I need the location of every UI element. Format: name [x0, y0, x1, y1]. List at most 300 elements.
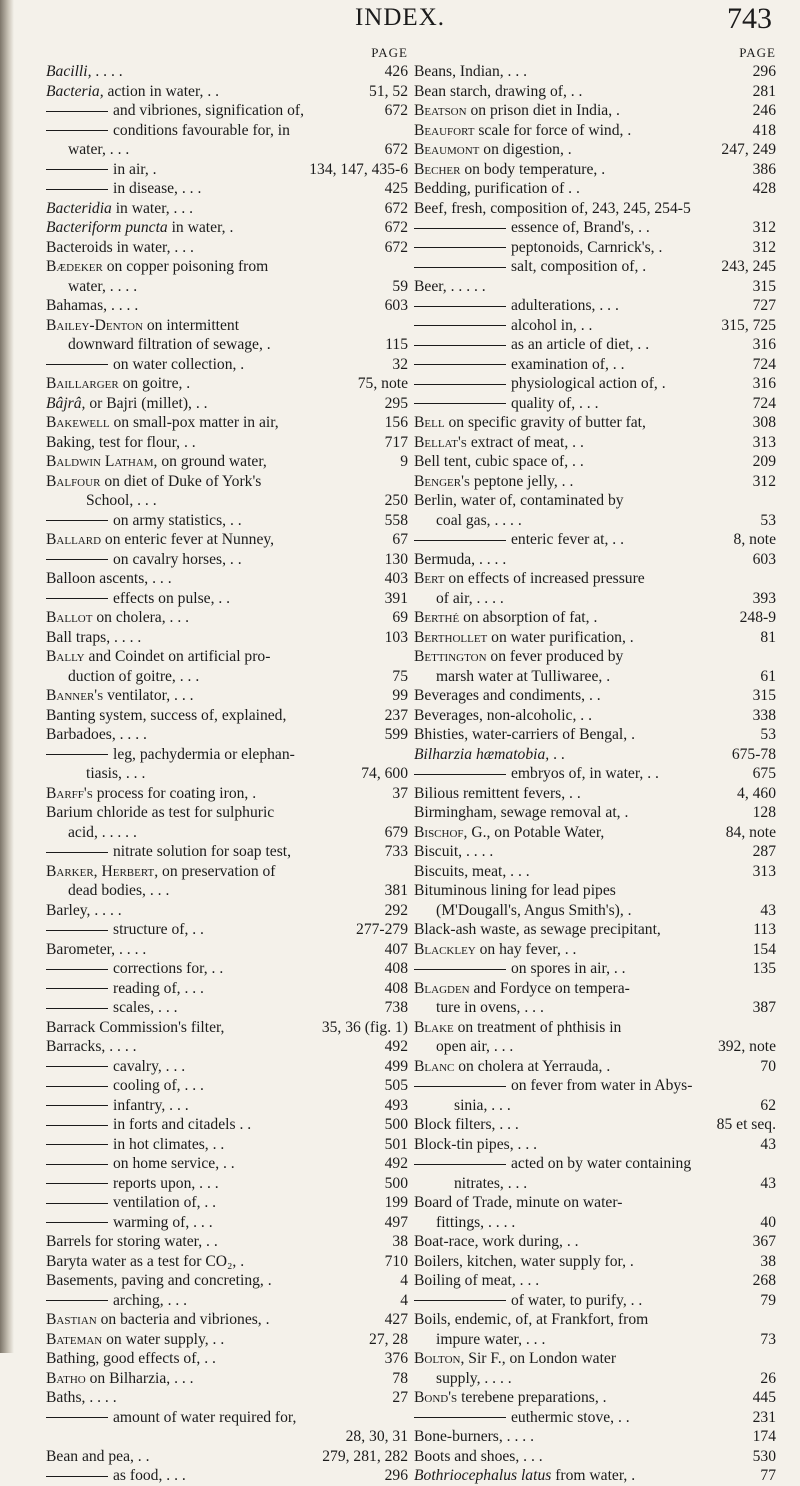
index-entry: [414, 277, 776, 297]
index-entry: [414, 1193, 776, 1213]
index-entry: [414, 140, 776, 160]
index-entry: [414, 296, 776, 316]
entry-page-ref: 313: [752, 862, 776, 880]
index-entry: [414, 1037, 776, 1057]
entry-page-ref: 27: [392, 1389, 408, 1406]
entry-text: in hot climates,: [113, 1135, 209, 1153]
entry-text: in water,: [167, 219, 226, 236]
entry-text: water,: [68, 277, 106, 295]
leader-dots: . . . .: [105, 823, 137, 841]
index-entry: [414, 628, 776, 648]
entry-name: Blackley: [414, 940, 476, 958]
leader-dots: . . . .: [110, 628, 142, 646]
entry-heading: [414, 238, 662, 258]
entry-name: Berthollet: [414, 628, 488, 646]
entry-page-ref: 67: [392, 531, 408, 548]
leader-dots: . . .: [180, 1077, 204, 1094]
entry-name: Blake: [414, 1018, 454, 1036]
entry-heading: [436, 667, 610, 687]
leader-dots: .: [216, 1330, 225, 1348]
entry-text: cavalry,: [113, 1057, 162, 1075]
entry-name: Bellat's: [414, 433, 467, 451]
ditto-dash: [414, 969, 506, 970]
index-entry: [414, 1018, 776, 1038]
leader-dots: . . . .: [90, 901, 122, 919]
index-entry: [46, 1408, 408, 1428]
entry-page-ref: 427: [384, 1311, 408, 1328]
index-entry: [46, 1427, 408, 1447]
entry-text: and Coindet on artificial pro-: [84, 648, 271, 665]
index-entry: [46, 1096, 408, 1116]
entry-heading: [414, 530, 624, 550]
ditto-dash: [414, 774, 506, 775]
entry-text: in water, .: [111, 199, 178, 217]
index-entry: [46, 1252, 408, 1272]
index-entry: [46, 1271, 408, 1291]
entry-text: on home service,: [113, 1155, 220, 1172]
leader-dots: . . . .: [462, 843, 494, 860]
entry-page-ref: 407: [384, 940, 408, 958]
entry-text: Beverages, non-alcoholic,: [414, 706, 577, 724]
leader-dots: . . .: [148, 570, 172, 587]
index-entry: [46, 179, 408, 199]
entry-heading: [414, 1427, 534, 1447]
leader-dots: .: [654, 238, 663, 256]
leader-dots: . . .: [105, 141, 130, 158]
entry-text: in disease,: [113, 180, 178, 197]
entry-heading: [46, 1115, 251, 1135]
entry-text: Black-ash waste, as sewage precipitant,: [414, 921, 661, 938]
entry-name: Baldwin Latham,: [46, 453, 158, 470]
entry-heading: [46, 647, 270, 667]
ditto-dash: [46, 1203, 108, 1204]
entry-page-ref: 500: [384, 1174, 408, 1192]
entry-heading: [86, 491, 157, 511]
entry-text: on fever produced by: [486, 648, 624, 665]
leader-dots: .: [182, 375, 191, 392]
leader-dots: .: [262, 336, 271, 353]
index-entry: [414, 998, 776, 1018]
index-entry: [414, 881, 776, 901]
entry-text: Beer, .: [414, 277, 455, 295]
entry-name: Blagden: [414, 979, 470, 997]
entry-page-ref: 38: [760, 1252, 776, 1270]
entry-heading: [46, 1018, 224, 1038]
entry-text: on cholera,: [92, 609, 166, 626]
leader-dots: . .: [133, 1447, 150, 1465]
leader-dots: . .: [208, 1135, 225, 1153]
entry-name: Bischof, G.,: [414, 823, 491, 841]
index-entry: [46, 706, 408, 726]
index-entry: [414, 920, 776, 940]
index-entry: [46, 1213, 408, 1233]
entry-heading: [46, 530, 274, 550]
entry-heading: [414, 1115, 519, 1135]
entry-page-ref: 75, note: [357, 375, 408, 392]
entry-page-ref: 408: [384, 960, 408, 977]
entry-text: Bahamas,: [46, 297, 108, 314]
entry-page-ref: 425: [384, 180, 408, 197]
leader-dots: . . .: [165, 609, 190, 626]
entry-page-ref: 376: [384, 1350, 408, 1367]
index-entry: [414, 101, 776, 121]
index-entry: [414, 238, 776, 258]
entry-text: on water collection,: [113, 355, 237, 373]
ditto-dash: [46, 111, 108, 112]
leader-dots: . . .: [513, 1135, 538, 1153]
entry-page-ref: 174: [752, 1428, 776, 1445]
entry-page-ref: 675-78: [731, 745, 776, 763]
entry-page-ref: 717: [384, 433, 408, 451]
index-entry: [414, 1271, 776, 1291]
entry-heading: [414, 218, 650, 238]
entry-page-ref: 113: [753, 921, 776, 938]
entry-page-ref: 387: [752, 999, 776, 1016]
entry-text: supply,: [436, 1369, 481, 1387]
entry-text: embryos of, in water, .: [511, 765, 652, 782]
index-entry: [414, 1427, 776, 1447]
entry-heading: [46, 1271, 272, 1291]
entry-text: Beans, Indian,: [414, 63, 504, 80]
entry-heading: [414, 940, 576, 960]
entry-page-ref: 500: [384, 1116, 408, 1133]
index-entry: [46, 940, 408, 960]
ditto-dash: [414, 1164, 506, 1165]
entry-text: terebene preparations,: [457, 1389, 599, 1406]
entry-name: Bastian: [46, 1311, 97, 1328]
index-entry: [414, 608, 776, 628]
entry-page-ref: 27, 28: [369, 1330, 408, 1348]
entry-heading: [414, 1076, 692, 1096]
entry-text: on Bilharzia, .: [85, 1369, 178, 1387]
entry-page-ref: 134, 147, 435-6: [309, 160, 408, 178]
entry-page-ref: 4, 460: [737, 784, 776, 802]
index-entry: [414, 940, 776, 960]
index-entry: [414, 842, 776, 862]
entry-page-ref: 73: [760, 1330, 776, 1348]
leader-dots: . .: [608, 355, 625, 373]
entry-page-ref: 4: [400, 1291, 408, 1309]
ditto-dash: [414, 1300, 506, 1301]
leader-dots: . . . .: [91, 63, 123, 80]
entry-text: from water,: [551, 1467, 628, 1484]
entry-name: Bolton,: [414, 1350, 465, 1367]
entry-page-ref: 679: [384, 823, 408, 841]
index-entry: [414, 472, 776, 492]
entry-text: conditions favourable for, in: [113, 121, 290, 139]
entry-text: amount of water required for,: [113, 1408, 297, 1426]
index-entry: [414, 1232, 776, 1252]
entry-text: process for coating iron,: [92, 784, 249, 802]
leader-dots: . . .: [503, 1174, 528, 1192]
entry-name: Barff's: [46, 784, 93, 802]
entry-heading: [414, 920, 661, 940]
entry-text: on absorption of fat,: [459, 609, 590, 626]
entry-heading: [46, 1057, 185, 1077]
entry-text: Boilers, kitchen, water supply for,: [414, 1252, 627, 1270]
entry-heading: [436, 589, 504, 609]
leader-dots: .: [261, 1311, 270, 1328]
entry-heading: [46, 589, 230, 609]
entry-heading: [436, 998, 544, 1018]
entry-name: Beatson: [414, 102, 467, 119]
entry-page-ref: 279, 281, 282: [322, 1447, 408, 1465]
index-entry: [46, 628, 408, 648]
entry-text: on Potable Water,: [490, 823, 605, 841]
leader-dots: .: [602, 1057, 611, 1075]
index-entry: [46, 452, 408, 472]
ditto-dash: [46, 1086, 108, 1087]
entry-heading: [454, 1096, 511, 1116]
entry-heading: [46, 121, 290, 141]
entry-heading: [414, 725, 635, 745]
index-entry: [46, 1174, 408, 1194]
entry-text: on body temperature,: [460, 160, 598, 178]
entry-heading: [46, 959, 223, 979]
ditto-dash: [46, 1125, 108, 1126]
leader-dots: .: [641, 336, 650, 353]
leader-dots: . . .: [575, 394, 599, 412]
entry-heading: [46, 1232, 218, 1252]
ditto-dash: [46, 598, 108, 599]
leader-dots: . .: [219, 1155, 235, 1172]
entry-name: Bailey-Denton: [46, 316, 143, 334]
entry-page-ref: 26: [760, 1369, 776, 1387]
entry-name: Bond's: [414, 1389, 458, 1406]
index-entry: [414, 764, 776, 784]
entry-text: on fever from water in Abys-: [511, 1077, 693, 1094]
leader-dots: . . . .: [85, 1389, 117, 1406]
index-entry: [414, 589, 776, 609]
ditto-dash: [46, 520, 108, 521]
entry-text: Bell tent, cubic space of,: [414, 453, 569, 470]
entry-text: in forts and citadels .: [113, 1116, 244, 1133]
entry-text: Barrack Commission's filter,: [46, 1018, 225, 1036]
entry-name: Batho: [46, 1369, 86, 1387]
entry-page-ref: 493: [384, 1096, 408, 1114]
index-entry: [414, 862, 776, 882]
entry-heading: [414, 647, 623, 667]
entry-heading: [414, 277, 486, 297]
ditto-dash: [46, 1222, 108, 1223]
index-entry: [46, 257, 408, 277]
index-entry: [414, 901, 776, 921]
entry-name: Beaumont: [414, 141, 480, 158]
leader-dots: .: [263, 1272, 272, 1289]
entry-name: Beaufort: [414, 121, 475, 139]
entry-text: Bacteroids in water, .: [46, 238, 179, 256]
entry-page-ref: 672: [384, 199, 408, 217]
ditto-dash: [46, 969, 108, 970]
entry-text: on specific gravity of butter fat,: [444, 414, 646, 431]
ditto-dash: [46, 189, 108, 190]
entry-heading: [436, 1213, 515, 1233]
leader-dots: . . .: [521, 1330, 546, 1348]
entry-page-ref: 103: [384, 628, 408, 646]
leader-dots: . . . .: [454, 277, 486, 295]
entry-heading: [46, 706, 286, 726]
entry-heading: [454, 1174, 527, 1194]
entry-text: Beef, fresh, composition of, 243, 245, 254-5: [414, 199, 691, 217]
entry-text: tiasis,: [86, 765, 122, 782]
entry-text: Block-tin pipes,: [414, 1135, 514, 1153]
entry-page-ref: 312: [752, 219, 776, 236]
leader-dots: . .: [226, 511, 242, 529]
index-entry: [46, 1115, 408, 1135]
leader-dots: . .: [614, 1408, 630, 1426]
entry-text: Sir F., on London water: [464, 1350, 617, 1367]
index-entries-left: [46, 62, 408, 1486]
entry-page-ref: 501: [384, 1135, 408, 1153]
leader-dots: . . .: [133, 492, 157, 509]
entry-page-ref: 277-279: [356, 921, 408, 938]
leader-dots: .: [642, 219, 650, 236]
index-entry: [414, 745, 776, 765]
entry-heading: [46, 608, 189, 628]
leader-dots: . . . .: [115, 726, 147, 743]
entry-text: marsh water at Tulliwaree,: [436, 667, 603, 685]
entry-text: Bean starch, drawing of,: [414, 82, 567, 100]
leader-dots: .: [196, 921, 204, 938]
ditto-dash: [414, 247, 506, 248]
index-entry: [46, 394, 408, 414]
leader-dots: . . .: [161, 1057, 186, 1075]
ditto-dash: [46, 754, 108, 755]
entry-page-ref: 316: [752, 336, 776, 353]
index-entry: [46, 1018, 408, 1038]
entry-page-ref: 492: [384, 1155, 408, 1172]
index-entry: [414, 355, 776, 375]
entry-text: Bilious remittent fevers,: [414, 784, 566, 802]
ditto-dash: [414, 345, 506, 346]
entry-page-ref: 497: [384, 1213, 408, 1231]
leader-dots: . . .: [165, 1096, 189, 1114]
entry-text: Barbadoes,: [46, 726, 116, 743]
entry-page-ref: 37: [392, 784, 408, 802]
entry-text: coal gas,: [436, 511, 491, 529]
index-entry: [46, 979, 408, 999]
entry-text: Barley,: [46, 901, 91, 919]
entry-text: open air,: [436, 1038, 490, 1055]
index-entry: [46, 1076, 408, 1096]
entry-text: peptonoids, Carnrick's,: [511, 238, 655, 256]
entry-text: of air,: [436, 589, 473, 607]
ditto-dash: [46, 1164, 108, 1165]
leader-dots: . . . .: [115, 940, 147, 958]
index-entry: [414, 374, 776, 394]
entry-name: Bædeker: [46, 258, 103, 275]
index-entry: [46, 901, 408, 921]
book-gutter-shadow: [0, 0, 14, 1353]
entry-text: on goitre,: [118, 375, 183, 392]
entry-text: or Bajri (millet),: [85, 394, 192, 412]
entry-name: Blanc: [414, 1057, 455, 1075]
entry-page-ref: 43: [760, 1135, 776, 1153]
index-entry: [414, 199, 776, 219]
leader-dots: .: [236, 1252, 245, 1270]
entry-heading: [46, 316, 239, 336]
entry-heading: [46, 199, 193, 219]
entry-text: Beverages and condiments, .: [414, 687, 593, 704]
entry-heading: [414, 296, 619, 316]
index-entry: [46, 218, 408, 238]
entry-text: Biscuits, meat,: [414, 862, 507, 880]
entry-heading: [414, 1349, 616, 1369]
entry-heading: [414, 394, 599, 414]
entry-text: cooling of,: [113, 1077, 181, 1094]
leader-dots: .: [612, 102, 620, 119]
entry-text: (M'Dougall's, Angus Smith's),: [436, 901, 624, 919]
page-column-label: PAGE: [739, 45, 776, 60]
index-column-right: [414, 44, 776, 1486]
index-entry: [46, 1037, 408, 1057]
index-entry: [414, 160, 776, 180]
entry-page-ref: 77: [760, 1467, 776, 1484]
entry-text: salt, composition of, .: [511, 258, 647, 275]
leader-dots: .: [602, 667, 611, 685]
entry-heading: [46, 1193, 216, 1213]
entry-text: Bermuda,: [414, 550, 476, 568]
entry-text: School,: [86, 492, 134, 509]
index-entry: [46, 1135, 408, 1155]
entry-heading: [46, 82, 219, 102]
entry-heading: [414, 823, 604, 843]
entry-italic-term: Bacteriform puncta: [46, 219, 168, 236]
entry-page-ref: 428: [752, 180, 776, 197]
ditto-dash: [46, 169, 108, 170]
entry-heading: [414, 1447, 543, 1467]
entry-heading: [46, 355, 244, 375]
entry-text: Banting system, success of, explained,: [46, 706, 287, 724]
entry-page-ref: 312: [752, 472, 776, 490]
ditto-dash: [414, 384, 506, 385]
entry-heading: [46, 238, 194, 258]
entry-page-ref: 40: [760, 1213, 776, 1231]
entry-page-ref: 287: [752, 843, 776, 860]
entry-page-ref: 237: [384, 706, 408, 724]
leader-dots: .: [620, 804, 629, 821]
index-entry: [414, 316, 776, 336]
index-entry: [414, 1154, 776, 1174]
entry-page-ref: 130: [384, 550, 408, 568]
entry-heading: [414, 1154, 691, 1174]
entry-heading: [414, 1018, 621, 1038]
ditto-dash: [414, 306, 506, 307]
entry-page-ref: 85 et seq.: [716, 1116, 776, 1133]
leader-dots: . .: [180, 433, 196, 451]
entry-text: nitrates,: [454, 1174, 504, 1192]
leader-dots: .: [651, 765, 659, 782]
index-entry: [414, 1310, 776, 1330]
index-entry: [46, 959, 408, 979]
entry-heading: [414, 62, 527, 82]
entry-name: Bettington: [414, 648, 487, 665]
entry-heading: [46, 803, 274, 823]
entry-text: fittings,: [436, 1213, 485, 1231]
entry-text: ture in ovens,: [436, 999, 521, 1016]
leader-dots: . . . .: [105, 1038, 137, 1055]
entry-text: on intermittent: [142, 316, 240, 334]
entry-heading: [46, 1174, 219, 1194]
entry-page-ref: 316: [752, 375, 776, 392]
entry-page-ref: 231: [752, 1408, 776, 1426]
index-entry: [414, 784, 776, 804]
leader-dots: . .: [568, 453, 584, 470]
index-entry: [46, 764, 408, 784]
entry-page-ref: 315: [752, 277, 776, 295]
entry-text: corrections for,: [113, 960, 208, 977]
index-entry: [46, 647, 408, 667]
